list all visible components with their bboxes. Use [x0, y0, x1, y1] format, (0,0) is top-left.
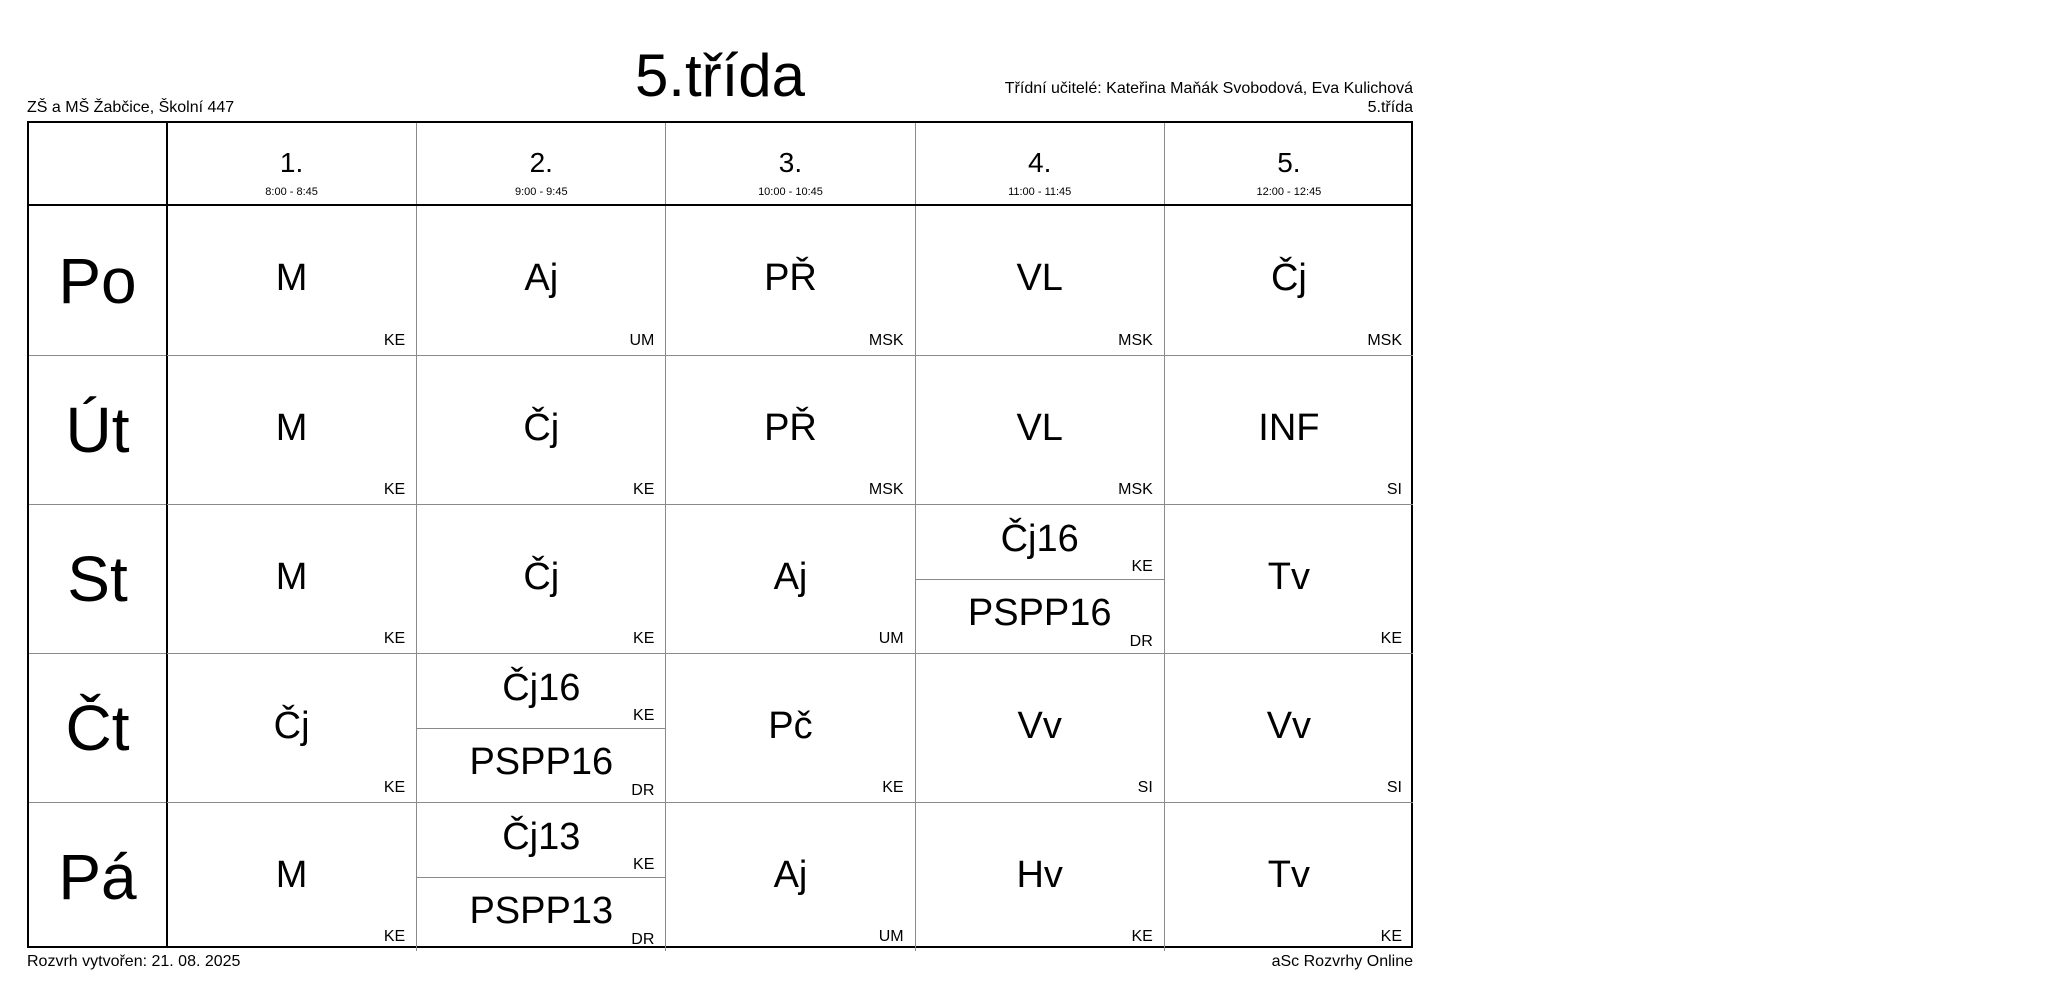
lesson-subject: Hv — [1016, 854, 1063, 896]
timetable-cell — [1164, 653, 1413, 802]
lesson-subject: Aj — [773, 854, 808, 896]
timetable-cell — [167, 802, 416, 951]
lesson-subject: M — [275, 257, 308, 299]
timetable-cell — [915, 206, 1164, 355]
timetable-cell — [167, 504, 416, 653]
lesson — [417, 356, 665, 504]
lesson-teacher: DR — [1129, 633, 1153, 650]
lesson-subject: Čj — [1270, 257, 1307, 299]
lesson-teacher: UM — [878, 630, 904, 647]
day-name: Čt — [29, 653, 166, 802]
period-number: 3. — [778, 147, 803, 178]
lesson-teacher: DR — [631, 782, 655, 799]
lesson-subject: VL — [1016, 257, 1063, 299]
lesson-teacher: SI — [1386, 779, 1402, 796]
lesson-subject: Čj13 — [502, 816, 581, 858]
lesson-teacher: MSK — [1118, 481, 1153, 498]
lesson — [1165, 356, 1413, 504]
period-number: 1. — [279, 147, 304, 178]
lesson-teacher: MSK — [1118, 332, 1153, 349]
timetable-cell — [416, 504, 665, 653]
timetable-grid — [27, 121, 1413, 948]
period-time: 11:00 - 11:45 — [1008, 186, 1072, 198]
lesson-teacher: KE — [383, 928, 406, 945]
lesson-subject: VL — [1016, 407, 1063, 449]
timetable-cell — [416, 653, 665, 802]
lesson-teacher: KE — [882, 779, 904, 796]
lesson-subject: Čj — [523, 407, 560, 449]
period-number: 2. — [529, 147, 553, 178]
lesson — [916, 356, 1164, 504]
lesson — [417, 654, 665, 729]
lesson-subject: PSPP16 — [967, 592, 1112, 634]
lesson-subject: Čj — [273, 705, 310, 747]
lesson — [916, 579, 1164, 654]
generator-credit: aSc Rozvrhy Online — [1271, 953, 1413, 970]
timetable-cell — [1164, 206, 1413, 355]
timetable-cell — [665, 504, 914, 653]
lesson — [417, 728, 665, 803]
lesson-subject: Čj16 — [502, 667, 581, 709]
lesson — [666, 356, 914, 504]
timetable-cell — [915, 653, 1164, 802]
lesson-teacher: KE — [1380, 928, 1402, 945]
lesson-subject: M — [275, 854, 308, 896]
timetable-cell — [416, 355, 665, 504]
lesson-subject: Pč — [768, 705, 813, 747]
lesson — [167, 505, 416, 653]
period-time: 8:00 - 8:45 — [265, 186, 318, 198]
lesson-teacher: SI — [1137, 779, 1153, 796]
lesson-teacher: KE — [633, 630, 655, 647]
period-header — [1164, 123, 1413, 204]
lesson — [916, 654, 1164, 802]
lesson-subject: Vv — [1266, 705, 1312, 747]
page-title: 5.třída — [634, 42, 806, 109]
lesson-teacher: KE — [383, 332, 406, 349]
timetable-cell — [1164, 504, 1413, 653]
period-header — [167, 123, 416, 204]
lesson-subject: PSPP13 — [469, 890, 614, 932]
timetable-cell — [915, 802, 1164, 951]
lesson-subject: Tv — [1267, 556, 1310, 598]
timetable-cell — [167, 206, 416, 355]
day-name: St — [29, 504, 166, 653]
period-number: 5. — [1277, 147, 1301, 178]
lesson — [1165, 206, 1413, 355]
lesson-teacher: SI — [1386, 481, 1402, 498]
lesson-teacher: MSK — [1367, 332, 1402, 349]
lesson — [167, 206, 416, 355]
school-name: ZŠ a MŠ Žabčice, Školní 447 — [27, 99, 235, 116]
timetable-cell — [665, 206, 914, 355]
period-time: 12:00 - 12:45 — [1256, 186, 1322, 198]
lesson-subject: PŘ — [764, 257, 817, 299]
timetable-cell — [1164, 802, 1413, 951]
lesson-teacher: KE — [383, 481, 406, 498]
timetable-cell — [167, 355, 416, 504]
lesson — [916, 803, 1164, 951]
day-name: Pá — [29, 802, 166, 951]
lesson-teacher: MSK — [868, 481, 904, 498]
timetable-cell — [915, 355, 1164, 504]
lesson-teacher: KE — [383, 779, 406, 796]
lesson-subject: PSPP16 — [469, 741, 614, 783]
timetable-cell — [416, 206, 665, 355]
day-name: Út — [29, 355, 166, 504]
lesson — [417, 206, 665, 355]
lesson-teacher: KE — [633, 707, 655, 724]
timetable-cell — [416, 802, 665, 951]
lesson-teacher: KE — [633, 856, 655, 873]
lesson-teacher: DR — [631, 931, 655, 948]
class-name: 5.třída — [1367, 99, 1413, 116]
lesson-subject: Aj — [773, 556, 808, 598]
period-header — [915, 123, 1164, 204]
class-teachers: Třídní učitelé: Kateřina Maňák Svobodová, Eva Kulichová — [1004, 80, 1413, 97]
lesson-teacher: KE — [1380, 630, 1402, 647]
lesson — [1165, 803, 1413, 951]
lesson-subject: PŘ — [764, 407, 817, 449]
lesson — [666, 803, 914, 951]
lesson — [666, 505, 914, 653]
lesson — [1165, 654, 1413, 802]
period-header — [665, 123, 914, 204]
lesson — [417, 803, 665, 878]
timetable-cell — [665, 355, 914, 504]
timetable-cell — [665, 653, 914, 802]
lesson — [167, 356, 416, 504]
timetable-cell — [665, 802, 914, 951]
lesson — [666, 206, 914, 355]
lesson-subject: Aj — [524, 257, 559, 299]
period-time: 9:00 - 9:45 — [514, 186, 568, 198]
lesson — [167, 803, 416, 951]
timetable-cell — [1164, 355, 1413, 504]
timetable-cell — [167, 653, 416, 802]
day-name: Po — [58, 244, 137, 317]
lesson-subject: INF — [1258, 407, 1320, 449]
lesson — [167, 654, 416, 802]
lesson-subject: M — [275, 407, 308, 449]
period-header — [416, 123, 665, 204]
lesson-subject: Čj — [523, 556, 560, 598]
lesson-subject: M — [275, 556, 308, 598]
timetable-cell — [915, 504, 1164, 653]
lesson-teacher: KE — [383, 630, 406, 647]
lesson — [666, 654, 914, 802]
lesson-subject: Čj16 — [1000, 518, 1079, 560]
lesson — [916, 505, 1164, 580]
created-date: Rozvrh vytvořen: 21. 08. 2025 — [27, 953, 241, 970]
lesson-subject: Tv — [1267, 854, 1310, 896]
lesson — [1165, 505, 1413, 653]
lesson-teacher: KE — [633, 481, 655, 498]
period-number: 4. — [1028, 147, 1052, 178]
period-time: 10:00 - 10:45 — [758, 186, 823, 198]
lesson — [417, 877, 665, 952]
lesson-subject: Vv — [1017, 705, 1062, 747]
lesson-teacher: KE — [1131, 558, 1153, 575]
lesson — [417, 505, 665, 653]
lesson-teacher: MSK — [868, 332, 904, 349]
lesson-teacher: UM — [629, 332, 655, 349]
lesson-teacher: UM — [878, 928, 904, 945]
lesson — [916, 206, 1164, 355]
lesson-teacher: KE — [1131, 928, 1153, 945]
